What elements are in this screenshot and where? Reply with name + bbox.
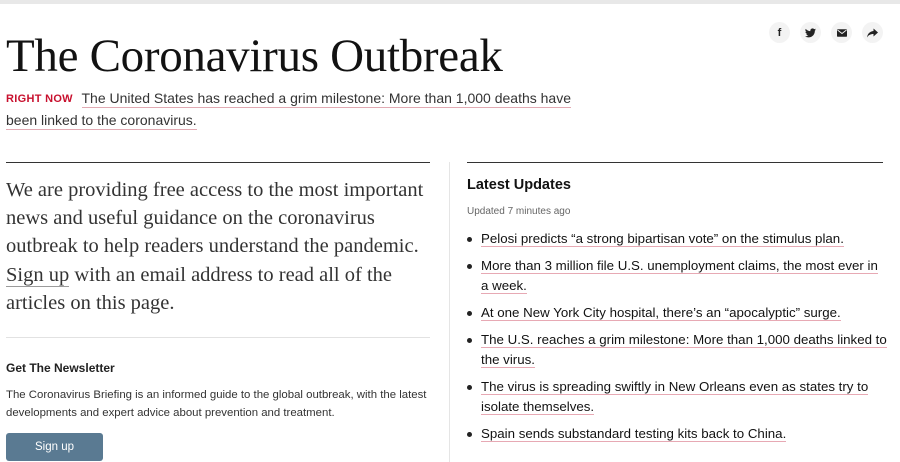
email-icon[interactable]	[831, 22, 852, 43]
intro-paragraph	[6, 176, 436, 317]
update-item	[467, 330, 887, 370]
latest-updates-heading: Latest Updates	[467, 177, 571, 193]
twitter-bird-icon	[805, 28, 816, 38]
share-bar	[769, 22, 883, 43]
facebook-glyph: f	[777, 26, 782, 39]
facebook-icon[interactable]	[769, 22, 790, 43]
page-title: The Coronavirus Outbreak	[6, 30, 503, 82]
right-column-rule	[467, 162, 883, 163]
right-now-banner	[6, 88, 586, 131]
update-item	[467, 377, 887, 417]
right-now-link[interactable]: The United States has reached a grim milestone: More than 1,000 deaths have been linked to the coronavirus.	[6, 90, 572, 128]
update-link[interactable]: More than 3 million file U.S. unemployment claims, the most ever in a week.	[481, 258, 878, 293]
newsletter-description: The Coronavirus Briefing is an informed guide to the global outbreak, with the latest developments and expert advice about prevention and treatment.	[6, 389, 427, 419]
intro-signup-link[interactable]: Sign up	[6, 263, 70, 286]
bullet-icon	[467, 385, 472, 390]
bullet-icon	[467, 311, 472, 316]
update-item	[467, 229, 887, 249]
update-link[interactable]: Pelosi predicts “a strong bipartisan vote” on the stimulus plan.	[481, 231, 844, 246]
update-link[interactable]: The virus is spreading swiftly in New Orleans even as states try to isolate themselves.	[481, 379, 869, 414]
bullet-icon	[467, 237, 472, 242]
update-link[interactable]: Spain sends substandard testing kits back to China.	[481, 426, 787, 441]
update-link[interactable]: At one New York City hospital, there’s an “apocalyptic” surge.	[481, 305, 841, 320]
bullet-icon	[467, 264, 472, 269]
updated-timestamp: Updated 7 minutes ago	[467, 206, 571, 217]
update-link[interactable]: The U.S. reaches a grim milestone: More than 1,000 deaths linked to the virus.	[481, 332, 887, 367]
column-divider	[449, 162, 450, 462]
left-column-rule	[6, 162, 430, 163]
twitter-icon[interactable]	[800, 22, 821, 43]
newsletter-heading: Get The Newsletter	[6, 361, 115, 375]
update-item	[467, 424, 887, 444]
update-item	[467, 256, 887, 296]
top-border	[0, 0, 900, 4]
share-arrow-icon	[867, 28, 878, 38]
newsletter-signup-button[interactable]: Sign up	[6, 433, 103, 461]
updates-list	[467, 229, 887, 451]
intro-text-before: We are providing free access to the most important news and useful guidance on the coronavirus outbreak to help readers understand the pandemic.	[6, 179, 424, 258]
share-icon[interactable]	[862, 22, 883, 43]
envelope-icon	[837, 29, 847, 37]
bullet-icon	[467, 338, 472, 343]
update-item	[467, 303, 887, 323]
right-now-label: RIGHT NOW	[6, 93, 73, 105]
intro-text-after: with an email address to read all of the articles on this page.	[6, 263, 392, 314]
newsletter-divider	[6, 337, 430, 338]
bullet-icon	[467, 432, 472, 437]
